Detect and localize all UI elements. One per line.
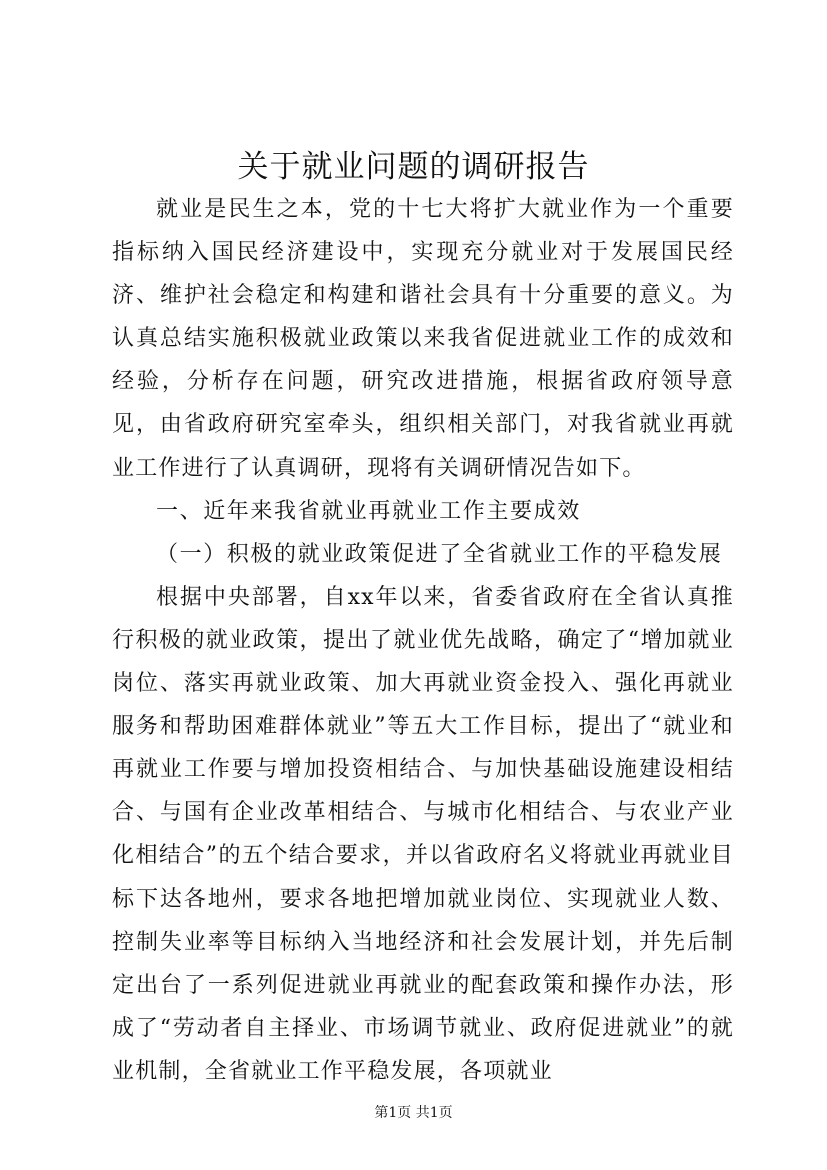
subsection-heading-1: （一）积极的就业政策促进了全省就业工作的平稳发展 [156, 541, 723, 567]
document-body [112, 188, 734, 1093]
paragraph-intro: 就业是民生之本，党的十七大将扩大就业作为一个重要指标纳入国民经济建设中，实现充分就业对于发展国民经济、维护社会稳定和构建和谐社会具有十分重要的意义。为认真总结实施积极就业政策以来我省促进就业工作的成效和经验，分析存在问题，研究改进措施，根据省政府领导意见，由省政府研究室牵头，组织相关部门，对我省就业再就业工作进行了认真调研，现将有关调研情况告如下。 [112, 197, 734, 481]
section-heading-1: 一、近年来我省就业再就业工作主要成效 [156, 498, 581, 524]
paragraph-policy: 根据中央部署，自xx年以来，省委省政府在全省认真推行积极的就业政策，提出了就业优先战略，确定了“增加就业岗位、落实再就业政策、加大再就业资金投入、强化再就业服务和帮助困难群体就业”等五大工作目标，提出了“就业和再就业工作要与增加投资相结合、与加快基础设施建设相结合、与国有企业改革相结合、与城市化相结合、与农业产业化相结合”的五个结合要求，并以省政府名义将就业再就业目标下达各地州，要求各地把增加就业岗位、实现就业人数、控制失业率等目标纳入当地经济和社会发展计划，并先后制定出台了一系列促进就业再就业的配套政策和操作办法，形成了“劳动者自主择业、市场调节就业、政府促进就业”的就业机制，全省就业工作平稳发展，各项就业 [112, 584, 734, 1084]
page-footer: 第1页 共1页 [374, 1105, 453, 1121]
document-title: 关于就业问题的调研报告 [237, 149, 590, 185]
